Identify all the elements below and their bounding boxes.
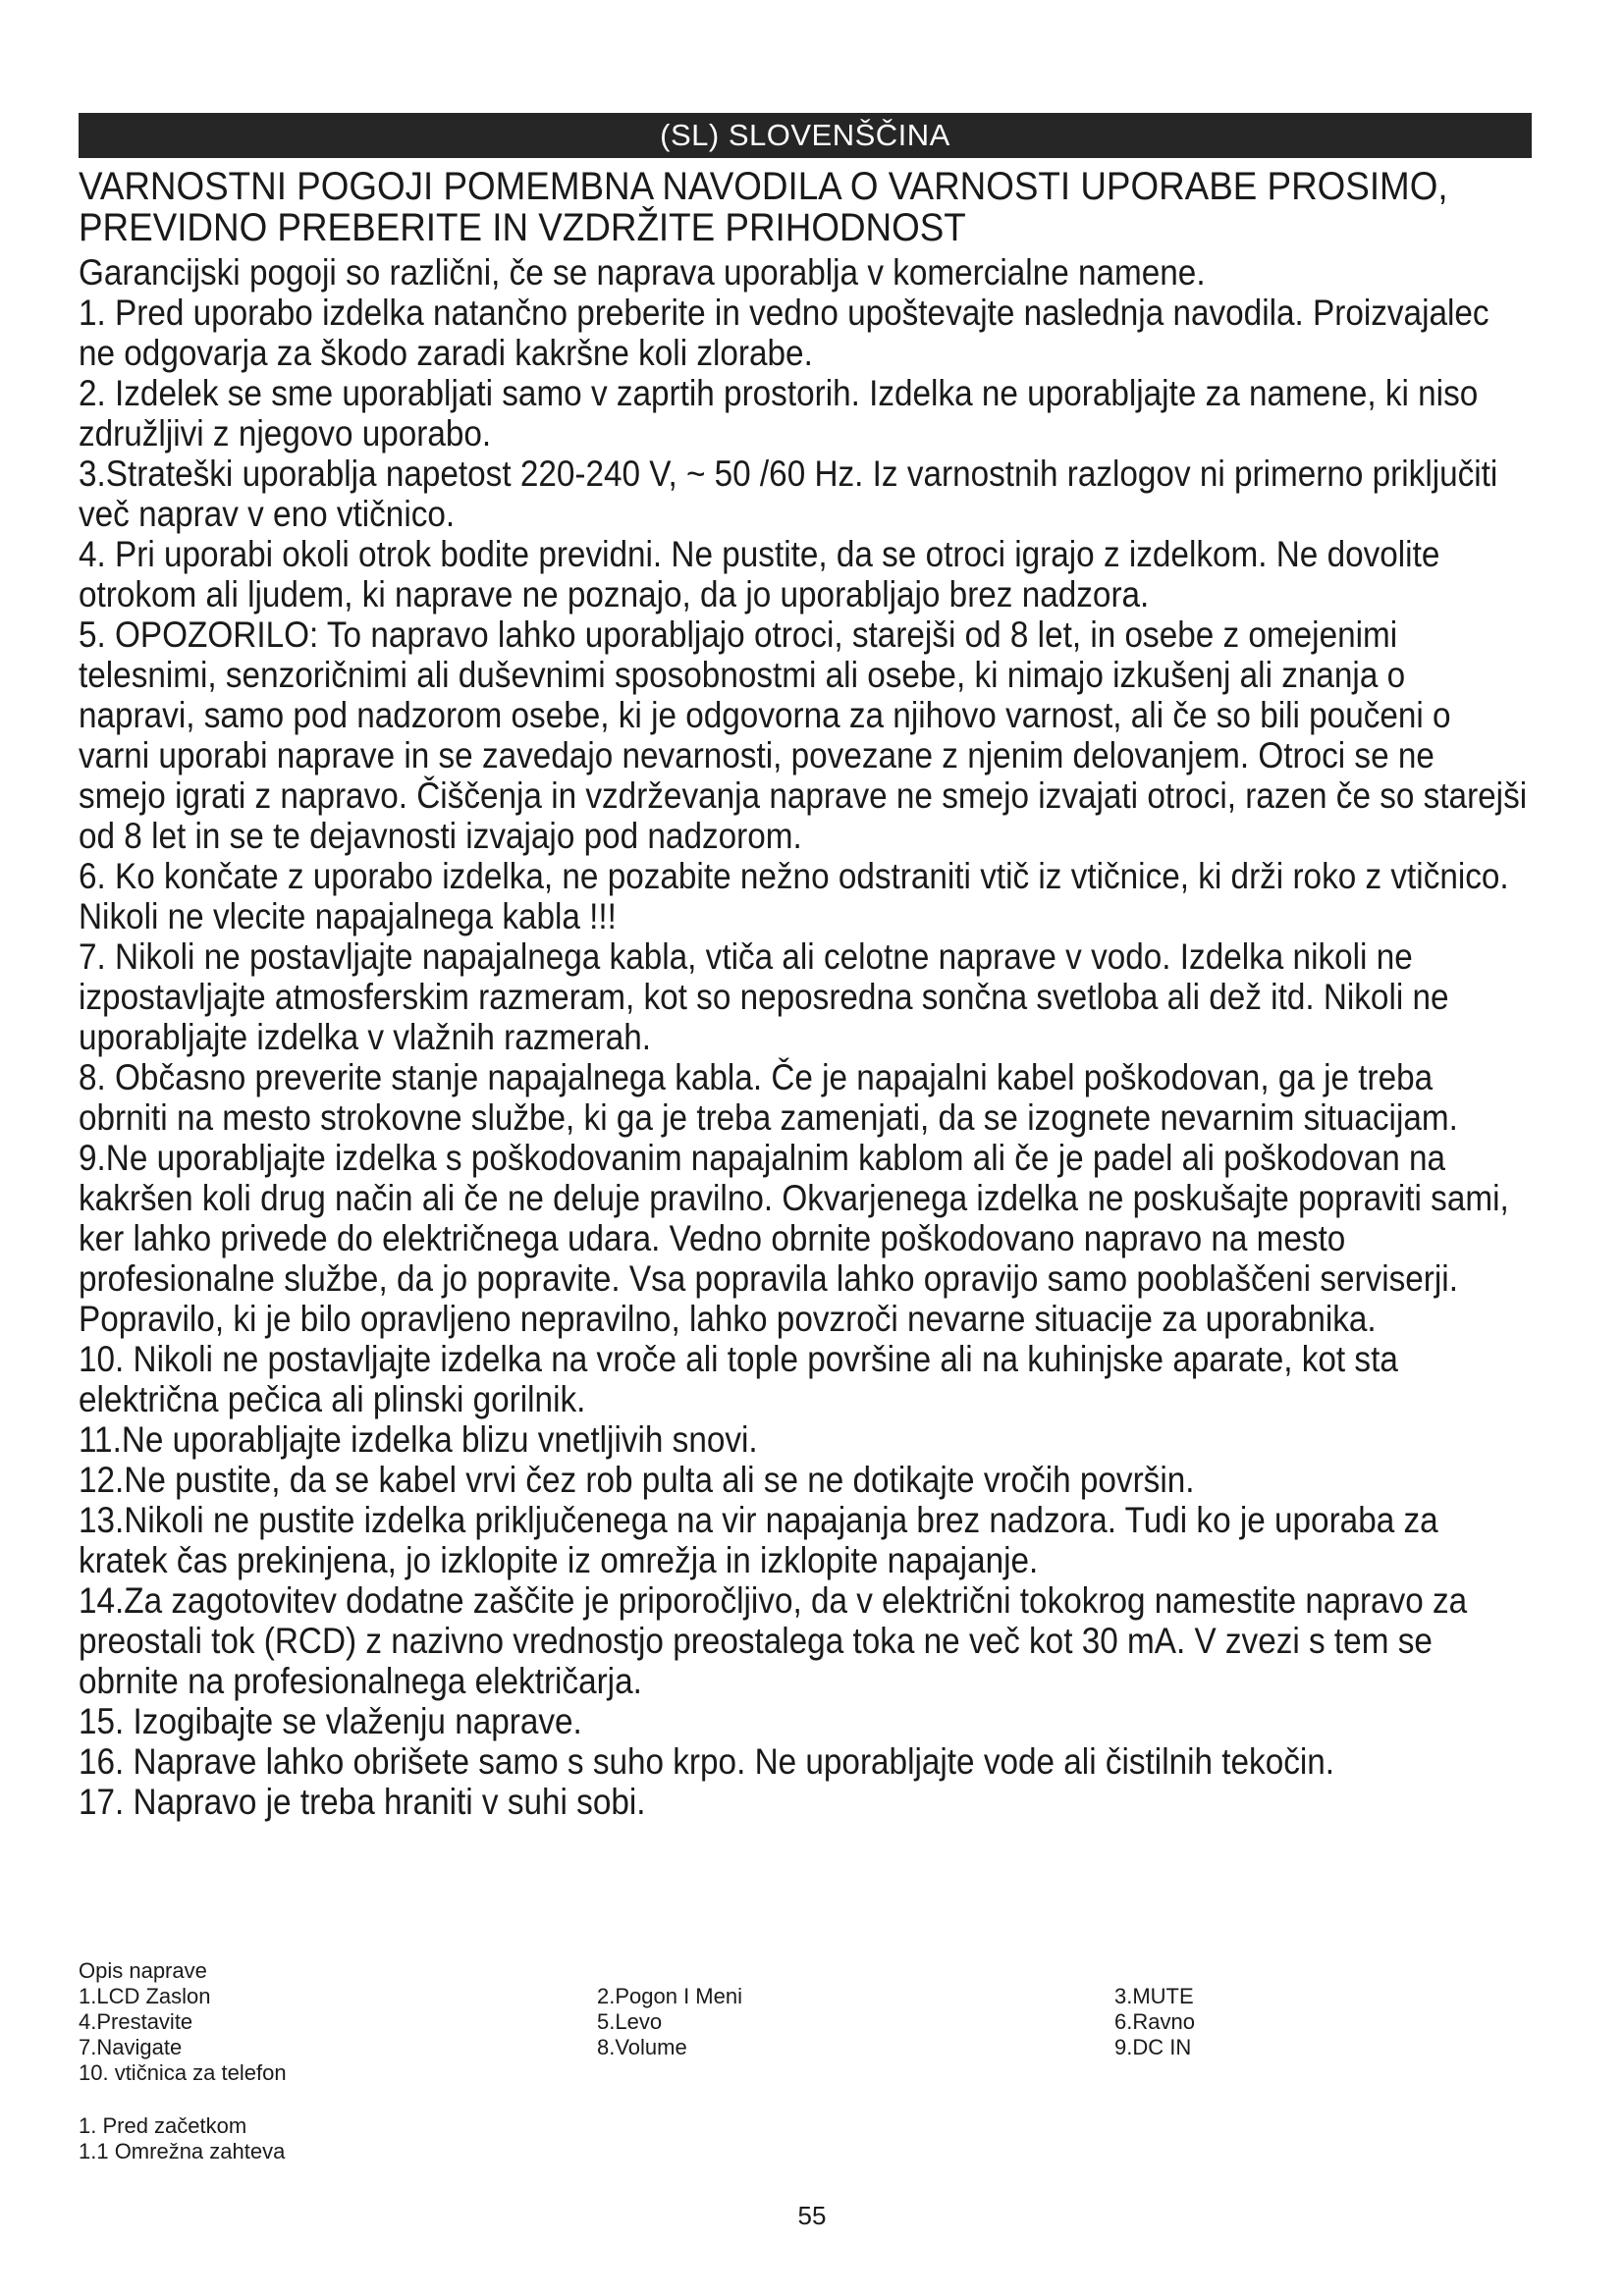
description-part: 7.Navigate — [79, 2035, 183, 2059]
description-part: 1.LCD Zaslon — [79, 1984, 211, 2008]
description-row — [79, 2009, 1453, 2035]
safety-item: 7. Nikoli ne postavljajte napajalnega kabla, vtiča ali celotne naprave v vodo. Izdelka nikoli ne izpostavljajte atmosferskim razmeram, kot so neposredna sončna svetloba ali dež itd. Nikoli ne uporabljajte izdelka v vlažnih razmerah. — [79, 936, 1449, 1057]
safety-item: 6. Ko končate z uporabo izdelka, ne pozabite nežno odstraniti vtič iz vtičnice, ki drži roko z vtičnico. Nikoli ne vlecite napajalnega kabla !!! — [79, 856, 1509, 936]
safety-item: 14.Za zagotovitev dodatne zaščite je priporočljivo, da v električni tokokrog namestite napravo za preostali tok (RCD) z nazivno vrednostjo preostalega toka ne več kot 30 mA. V zvezi s tem se obrnite na profesionalnega električarja. — [79, 1580, 1468, 1701]
warranty-intro: Garancijski pogoji so različni, če se naprava uporablja v komercialne namene. — [79, 252, 1206, 293]
description-part: 8.Volume — [597, 2035, 687, 2059]
safety-item: 16. Naprave lahko obrišete samo s suho krpo. Ne uporabljajte vode ali čistilnih tekočin. — [79, 1741, 1335, 1782]
description-part: 3.MUTE — [1114, 1984, 1194, 2008]
page-number: 55 — [797, 2201, 827, 2230]
safety-item: 10. Nikoli ne postavljajte izdelka na vroče ali tople površine ali na kuhinjske aparate, kot sta električna pečica ali plinski gorilnik. — [79, 1339, 1398, 1419]
safety-item: 13.Nikoli ne pustite izdelka priključenega na vir napajanja brez nadzora. Tudi ko je uporaba za kratek čas prekinjena, jo izklopite iz omrežja in izklopite napajanje. — [79, 1500, 1438, 1580]
description-part: 10. vtičnica za telefon — [79, 2060, 287, 2085]
safety-item: 3.Strateški uporablja napetost 220-240 V, ~ 50 /60 Hz. Iz varnostnih razlogov ni primerno priključiti več naprav v eno vtičnico. — [79, 454, 1498, 534]
safety-item: 4. Pri uporabi okoli otrok bodite previdni. Ne pustite, da se otroci igrajo z izdelkom. Ne dovolite otrokom ali ljudem, ki naprave ne poznajo, da jo uporabljajo brez nadzora. — [79, 534, 1440, 614]
safety-item: 11.Ne uporabljajte izdelka blizu vnetljivih snovi. — [79, 1419, 758, 1460]
safety-item: 2. Izdelek se sme uporabljati samo v zaprtih prostorih. Izdelka ne uporabljajte za namene, ki niso združljivi z njegovo uporabo. — [79, 373, 1479, 454]
description-heading: Opis naprave — [79, 1958, 207, 1983]
device-description — [79, 1958, 1453, 2164]
description-part: 2.Pogon I Meni — [597, 1984, 742, 2008]
document-page — [79, 113, 1532, 1822]
description-row — [79, 2035, 1453, 2060]
safety-instructions-list — [79, 293, 1531, 1822]
safety-item: 17. Napravo je treba hraniti v suhi sobi. — [79, 1782, 646, 1822]
safety-item: 8. Občasno preverite stanje napajalnega kabla. Če je napajalni kabel poškodovan, ga je treba obrniti na mesto strokovne službe, ki ga je treba zamenjati, da se izognete nevarnim situacijam. — [79, 1057, 1458, 1138]
description-part: 6.Ravno — [1114, 2009, 1195, 2034]
safety-item: 5. OPOZORILO: To napravo lahko uporabljajo otroci, starejši od 8 let, in osebe z omejenimi telesnimi, senzoričnimi ali duševnimi sposobnostmi ali osebe, ki nimajo izkušenj ali znanja o napravi, samo pod nadzorom osebe, ki je odgovorna za njihovo varnost, ali če so bili poučeni o varni uporabi naprave in se zavedajo nevarnosti, povezane z njenim delovanjem. Otroci se ne smejo igrati z napravo. Čiščenja in vzdrževanja naprave ne smejo izvajati otroci, razen če so starejši od 8 let in se te dejavnosti izvajajo pod nadzorom. — [79, 614, 1528, 856]
description-part: 9.DC IN — [1114, 2035, 1192, 2059]
description-part: 4.Prestavite — [79, 2009, 193, 2034]
safety-item: 12.Ne pustite, da se kabel vrvi čez rob pulta ali se ne dotikajte vročih površin. — [79, 1460, 1195, 1500]
safety-item: 1. Pred uporabo izdelka natančno preberite in vedno upoštevajte naslednja navodila. Proizvajalec ne odgovarja za škodo zaradi kakršne koli zlorabe. — [79, 293, 1489, 373]
safety-body — [79, 252, 1531, 1822]
document-title: VARNOSTNI POGOJI POMEMBNA NAVODILA O VARNOSTI UPORABE PROSIMO, PREVIDNO PREBERITE IN VZDRŽITE PRIHODNOST — [79, 165, 1448, 249]
section-heading: 1. Pred začetkom — [79, 2113, 247, 2138]
language-header: (SL) SLOVENŠČINA — [79, 113, 1532, 158]
subsection-heading: 1.1 Omrežna zahteva — [79, 2139, 286, 2163]
safety-item: 15. Izogibajte se vlaženju naprave. — [79, 1701, 582, 1741]
description-row — [79, 1984, 1453, 2009]
safety-item: 9.Ne uporabljajte izdelka s poškodovanim napajalnim kablom ali če je padel ali poškodovan na kakršen koli drug način ali če ne deluje pravilno. Okvarjenega izdelka ne poskušajte popraviti sami, ker lahko privede do električnega udara. Vedno obrnite poškodovano napravo na mesto profesionalne službe, da jo popravite. Vsa popravila lahko opravijo samo pooblaščeni serviserji. Popravilo, ki je bilo opravljeno nepravilno, lahko povzroči nevarne situacije za uporabnika. — [79, 1138, 1509, 1339]
description-part: 5.Levo — [597, 2009, 663, 2034]
